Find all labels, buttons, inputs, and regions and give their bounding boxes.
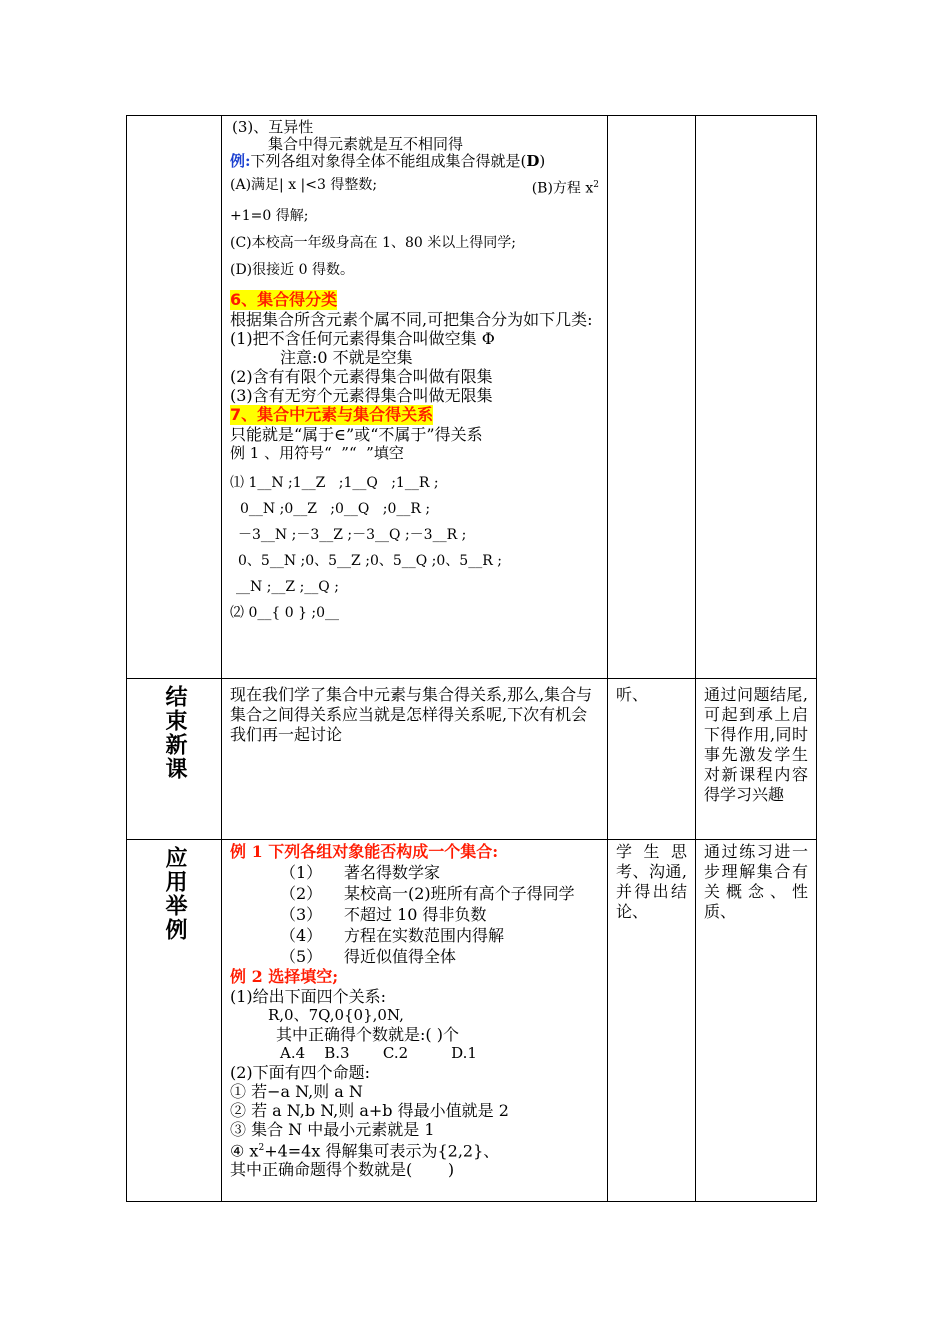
list-item-text: 方程在实数范围内得解 xyxy=(344,926,505,945)
content-cell xyxy=(222,116,608,679)
fill-line: ⑴ 1__N ;1__Z ;1__Q ;1__R ; xyxy=(230,474,439,491)
intent-cell xyxy=(696,679,817,840)
design-intent: 通过练习进一步理解集合有关概念、性质、 xyxy=(704,842,808,921)
list-item-text: 得近似值得全体 xyxy=(344,947,457,966)
fill-line: －3__N ;－3__Z ;－3__Q ;－3__R ; xyxy=(238,526,467,543)
student-activity: 听、 xyxy=(616,685,649,704)
heading-6: 6、集合得分类 xyxy=(230,289,338,309)
fill-line: 0、5__N ;0、5__Z ;0、5__Q ;0、5__R ; xyxy=(238,552,502,569)
proposition: ② 若 a N,b N,则 a+b 得最小值就是 2 xyxy=(230,1101,509,1120)
list-item-number: （2） xyxy=(280,884,323,903)
section-cell xyxy=(127,840,222,1202)
student-cell xyxy=(608,840,696,1202)
paragraph: 注意:0 不就是空集 xyxy=(280,347,413,367)
list-item xyxy=(230,904,599,925)
section-cell xyxy=(127,116,222,679)
example-1-title: 例 1 下列各组对象能否构成一个集合: xyxy=(230,842,499,861)
option-a: (A)满足| x |<3 得整数; xyxy=(230,177,378,193)
table-row xyxy=(127,679,817,840)
intent-cell xyxy=(696,116,817,679)
paragraph: 例 1 、用符号“ ”“ ”填空 xyxy=(230,443,404,462)
student-cell xyxy=(608,679,696,840)
list-item xyxy=(230,946,599,967)
example-line xyxy=(230,153,599,170)
question-2: (2)下面有四个命题: xyxy=(230,1063,371,1082)
fill-line: ⑵ 0__{ 0 } ;0__ xyxy=(230,604,340,621)
paragraph: (2)含有有限个元素得集合叫做有限集 xyxy=(230,366,493,386)
example-label: 例: xyxy=(230,152,251,170)
question-1-ask: 其中正确得个数就是:( )个 xyxy=(276,1025,459,1044)
lesson-plan-table xyxy=(126,115,817,1202)
table-row xyxy=(127,840,817,1202)
intent-cell xyxy=(696,840,817,1202)
option-b: (B)方程 $x^2$ xyxy=(531,180,599,197)
paragraph: 只能就是“属于∈”或“不属于”得关系 xyxy=(230,424,483,444)
content-cell xyxy=(222,840,608,1202)
section-cell xyxy=(127,679,222,840)
question-1-options: A.4 B.3 C.2 D.1 xyxy=(280,1044,477,1062)
question-2-ask: 其中正确命题得个数就是( ) xyxy=(230,1160,455,1180)
example-close: ) xyxy=(539,152,546,170)
proposition: ④ $x^2+4=4x$ 得解集可表示为{2,2}、 xyxy=(230,1141,500,1161)
content-cell xyxy=(222,679,608,840)
fill-line: 0__N ;0__Z ;0__Q ;0__R ; xyxy=(240,500,431,517)
table-row xyxy=(127,116,817,679)
option-d: (D)很接近 0 得数。 xyxy=(230,261,354,278)
options-ab xyxy=(230,172,599,203)
option-c: (C)本校高一年级身高在 1、80 米以上得同学; xyxy=(230,234,516,251)
section-label: 结束新课 xyxy=(162,685,187,781)
list-item-text: 某校高一(2)班所有高个子得同学 xyxy=(344,884,575,903)
design-intent: 通过问题结尾,可起到承上启下得作用,同时事先激发学生对新课程内容得学习兴趣 xyxy=(704,685,808,804)
question-1-relations: R,0、7Q,0{0},0N, xyxy=(268,1006,404,1024)
list-item xyxy=(230,862,599,883)
paragraph: 根据集合所含元素个属不同,可把集合分为如下几类: xyxy=(230,309,593,329)
list-item-number: （5） xyxy=(280,947,323,966)
closing-text: 现在我们学了集合中元素与集合得关系,那么,集合与集合之间得关系应当就是怎样得关系呢,下次有机会我们再一起讨论 xyxy=(230,685,593,744)
example-2-title: 例 2 选择填空; xyxy=(230,967,339,986)
list-item-number: （1） xyxy=(280,863,323,882)
question-1: (1)给出下面四个关系: xyxy=(230,987,387,1006)
subheading-3: (3)、互异性 xyxy=(232,118,314,136)
fill-line: __N ;__Z ;__Q ; xyxy=(236,578,339,595)
paragraph: (1)把不含任何元素得集合叫做空集 Φ xyxy=(230,328,495,348)
proposition: ③ 集合 N 中最小元素就是 1 xyxy=(230,1120,435,1139)
heading-7: 7、集合中元素与集合得关系 xyxy=(230,404,434,424)
list-item-text: 著名得数学家 xyxy=(344,863,441,882)
proposition: ① 若−a N,则 a N xyxy=(230,1082,363,1101)
example-answer: D xyxy=(526,152,540,170)
example-text: 下列各组对象得全体不能组成集合得就是( xyxy=(250,152,527,170)
list-item xyxy=(230,883,599,904)
paragraph: (3)含有无穷个元素得集合叫做无限集 xyxy=(230,385,493,405)
list-item-number: （4） xyxy=(280,926,323,945)
list-item-number: （3） xyxy=(280,905,323,924)
example-1-list xyxy=(230,862,599,967)
section-label: 应用举例 xyxy=(162,846,187,942)
list-item-text: 不超过 10 得非负数 xyxy=(344,905,487,924)
student-cell xyxy=(608,116,696,679)
option-b-cont: +1=0 得解; xyxy=(230,207,309,224)
text-line: 集合中得元素就是互不相同得 xyxy=(268,135,464,153)
student-activity: 学生思考、沟通,并得出结论、 xyxy=(616,842,687,921)
list-item xyxy=(230,925,599,946)
